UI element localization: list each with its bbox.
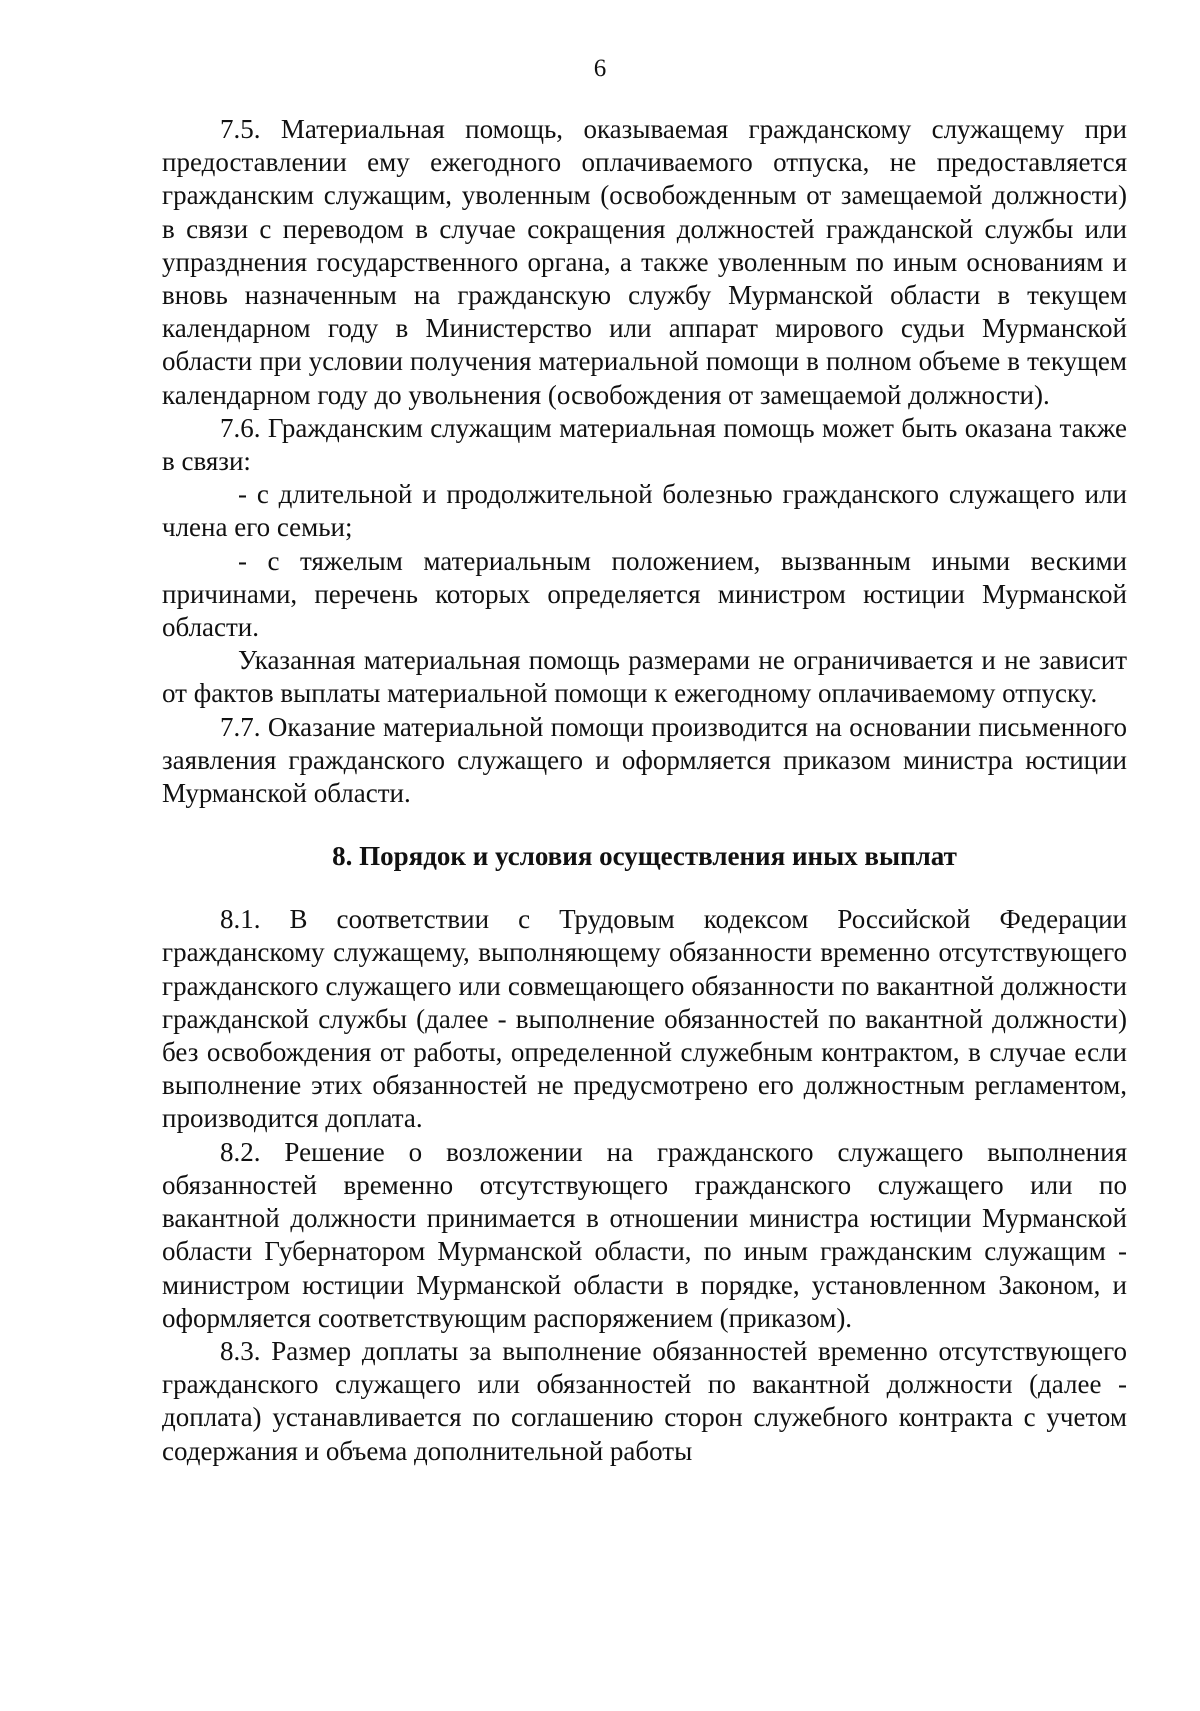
- paragraph-7-5: 7.5. Материальная помощь, оказываемая гражданскому служащему при предоставлении ему ежегодного оплачиваемого отпуска, не предоставляется гражданским служащим, уволенным (освобожденным от замещаемой должности) в связи с переводом в случае сокращения должностей гражданской службы или упразднения государственного органа, а также уволенным по иным основаниям и вновь назначенным на гражданскую службу Мурманской области в текущем календарном году в Министерство или аппарат мирового судьи Мурманской области при условии получения материальной помощи в полном объеме в текущем календарном году до увольнения (освобождения от замещаемой должности).: [162, 114, 1127, 410]
- list-item-illness: - с длительной и продолжительной болезнью гражданского служащего или члена его семьи;: [162, 479, 1127, 543]
- paragraph-7-7: 7.7. Оказание материальной помощи производится на основании письменного заявления гражданского служащего и оформляется приказом министра юстиции Мурманской области.: [162, 711, 1127, 809]
- paragraph-7-6-note: Указанная материальная помощь размерами не ограничивается и не зависит от фактов выплаты материальной помощи к ежегодному оплачиваемому отпуску.: [162, 645, 1127, 709]
- list-item-hardship: - с тяжелым материальным положением, вызванным иными вескими причинами, перечень которых определяется министром юстиции Мурманской области.: [162, 545, 1127, 643]
- document-body: [162, 113, 1127, 1468]
- paragraph-8-1: 8.1. В соответствии с Трудовым кодексом Российской Федерации гражданскому служащему, выполняющему обязанности временно отсутствующего гражданского служащего или совмещающего обязанности по вакантной должности гражданской службы (далее - выполнение обязанностей по вакантной должности) без освобождения от работы, определенной служебным контрактом, в случае если выполнение этих обязанностей не предусмотрено его должностным регламентом, производится доплата.: [162, 904, 1127, 1134]
- page-number: 6: [593, 55, 607, 82]
- section-8-heading: 8. Порядок и условия осуществления иных выплат: [332, 841, 957, 872]
- paragraph-7-6: 7.6. Гражданским служащим материальная помощь может быть оказана также в связи:: [162, 412, 1127, 477]
- paragraph-8-3: 8.3. Размер доплаты за выполнение обязанностей временно отсутствующего гражданского служащего или обязанностей по вакантной должности (далее - доплата) устанавливается по соглашению сторон служебного контракта с учетом содержания и объема дополнительной работы: [162, 1335, 1127, 1466]
- paragraph-8-2: 8.2. Решение о возложении на гражданского служащего выполнения обязанностей временно отсутствующего гражданского служащего или по вакантной должности принимается в отношении министра юстиции Мурманской области Губернатором Мурманской области, по иным гражданским служащим - министром юстиции Мурманской области в порядке, установленном Законом, и оформляется соответствующим распоряжением (приказом).: [162, 1136, 1127, 1333]
